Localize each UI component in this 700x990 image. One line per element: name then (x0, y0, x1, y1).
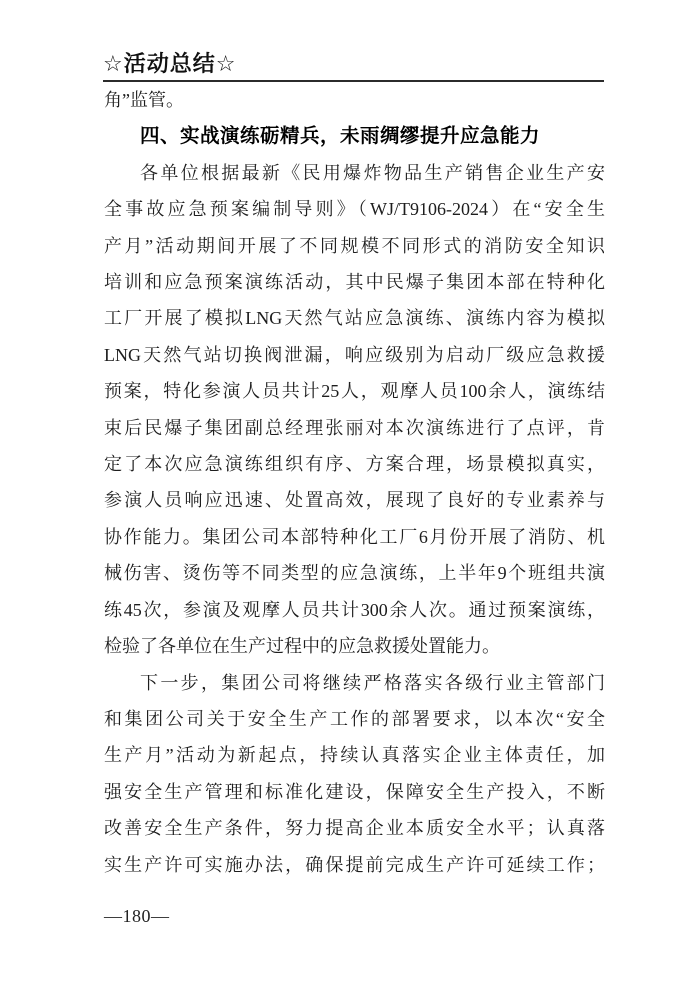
text-line: 强安全生产管理和标准化建设，保障安全生产投入，不断 (104, 781, 605, 802)
text-line: 下一步，集团公司将继续严格落实各级行业主管部门 (140, 672, 605, 693)
section-heading: 四、实战演练砺精兵，未雨绸缪提升应急能力 (140, 125, 541, 148)
carryover-text-line: 角”监管。 (104, 90, 184, 110)
paragraph (104, 665, 605, 883)
text-line: 束后民爆子集团副总经理张丽对本次演练进行了点评，肯 (104, 417, 605, 438)
text-line: 练45次，参演及观摩人员共计300余人次。通过预案演练， (104, 599, 605, 620)
text-line: 和集团公司关于安全生产工作的部署要求，以本次“安全 (104, 708, 605, 729)
text-line: LNG天然气站切换阀泄漏，响应级别为启动厂级应急救援 (104, 344, 605, 365)
text-line: 生产月”活动为新起点，持续认真落实企业主体责任，加 (104, 745, 605, 766)
text-line: 定了本次应急演练组织有序、方案合理，场景模拟真实， (104, 454, 605, 475)
text-line: 实生产许可实施办法，确保提前完成生产许可延续工作； (104, 854, 605, 875)
text-line: 械伤害、烫伤等不同类型的应急演练，上半年9个班组共演 (104, 563, 605, 584)
text-line: 协作能力。集团公司本部特种化工厂6月份开展了消防、机 (104, 526, 605, 547)
paragraph (104, 155, 605, 665)
text-line: 全事故应急预案编制导则》（WJ/T9106-2024）在“安全生 (104, 199, 605, 220)
text-line: 参演人员响应迅速、处置高效，展现了良好的专业素养与 (104, 490, 605, 511)
text-line: 培训和应急预案演练活动，其中民爆子集团本部在特种化 (104, 272, 605, 293)
document-body (104, 82, 605, 934)
text-line: 各单位根据最新《民用爆炸物品生产销售企业生产安 (140, 162, 605, 183)
text-line: 工厂开展了模拟LNG天然气站应急演练、演练内容为模拟 (104, 308, 605, 329)
page-number: —180— (104, 905, 170, 926)
header-title: ☆活动总结☆ (103, 51, 237, 76)
page-header (103, 0, 604, 82)
text-line: 改善安全生产条件，努力提高企业本质安全水平；认真落 (104, 818, 605, 839)
text-line: 产月”活动期间开展了不同规模不同形式的消防安全知识 (104, 235, 605, 256)
paragraphs-container (104, 155, 605, 883)
text-line: 检验了各单位在生产过程中的应急救援处置能力。 (104, 636, 500, 657)
text-line: 预案，特化参演人员共计25人，观摩人员100余人，演练结 (104, 381, 605, 402)
